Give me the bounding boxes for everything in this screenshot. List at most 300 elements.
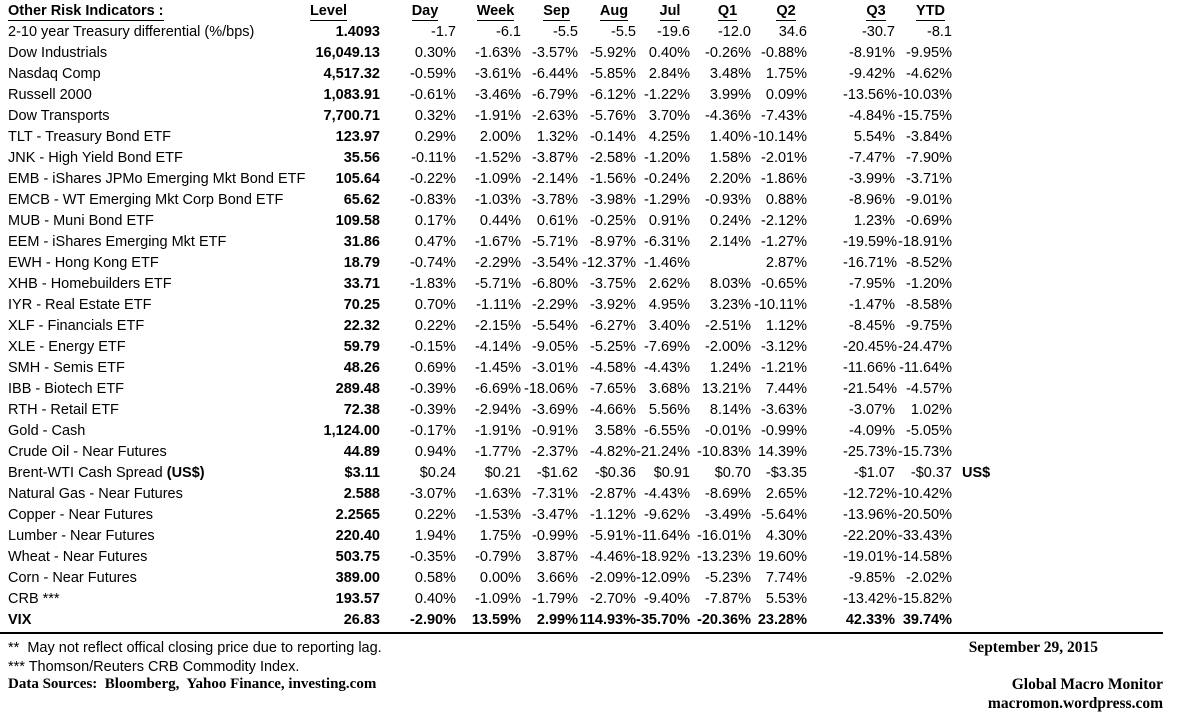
cell-week: -1.09% bbox=[475, 591, 521, 607]
cell-q2: 0.88% bbox=[765, 192, 807, 208]
cell-sep: -5.5 bbox=[553, 24, 578, 40]
cell-sep: -6.44% bbox=[532, 66, 578, 82]
cell-day: -0.39% bbox=[410, 402, 456, 418]
cell-aug: -3.75% bbox=[590, 276, 636, 292]
cell-sep: -1.79% bbox=[532, 591, 578, 607]
cell-jul: 3.68% bbox=[648, 381, 690, 397]
report-date: September 29, 2015 bbox=[968, 639, 1098, 656]
cell-ytd: -18.91% bbox=[897, 234, 952, 250]
cell-week: -6.69% bbox=[475, 381, 521, 397]
table-row bbox=[0, 484, 1020, 505]
cell-aug: -3.98% bbox=[590, 192, 636, 208]
cell-day: 0.40% bbox=[414, 591, 456, 607]
cell-sep: -3.54% bbox=[532, 255, 578, 271]
cell-level: 65.62 bbox=[343, 192, 380, 208]
cell-ytd: -$0.37 bbox=[910, 465, 952, 481]
gap-cell bbox=[807, 22, 843, 43]
cell-day: -1.83% bbox=[410, 276, 456, 292]
cell-q3: -19.59% bbox=[843, 234, 898, 250]
cell-q3: -9.85% bbox=[849, 570, 895, 586]
cell-currency-suffix bbox=[952, 442, 1020, 463]
cell-aug: -6.27% bbox=[590, 318, 636, 334]
table-row bbox=[0, 337, 1020, 358]
cell-currency-suffix bbox=[952, 127, 1020, 148]
cell-day: -0.15% bbox=[410, 339, 456, 355]
cell-q3: -3.07% bbox=[849, 402, 895, 418]
cell-ytd: -2.02% bbox=[906, 570, 952, 586]
cell-q1: 2.20% bbox=[709, 171, 751, 187]
row-label: VIX bbox=[8, 612, 32, 628]
cell-day: 0.32% bbox=[414, 108, 456, 124]
cell-q3: -1.47% bbox=[849, 297, 895, 313]
cell-jul: -6.55% bbox=[644, 423, 690, 439]
cell-q2: -1.27% bbox=[761, 234, 807, 250]
footnote-crb-index: *** Thomson/Reuters CRB Commodity Index. bbox=[8, 659, 300, 675]
risk-indicators-table bbox=[0, 1, 1020, 631]
col-header-week: Week bbox=[476, 3, 515, 19]
cell-q3: -7.95% bbox=[849, 276, 895, 292]
cell-week: -5.71% bbox=[475, 276, 521, 292]
cell-currency-suffix bbox=[952, 589, 1020, 610]
cell-level: 193.57 bbox=[335, 591, 380, 607]
table-row bbox=[0, 253, 1020, 274]
cell-sep: -7.31% bbox=[532, 486, 578, 502]
cell-week: -1.03% bbox=[475, 192, 521, 208]
cell-level: 123.97 bbox=[335, 129, 380, 145]
cell-q2: 14.39% bbox=[757, 444, 807, 460]
cell-week: -2.29% bbox=[475, 255, 521, 271]
cell-level: 72.38 bbox=[343, 402, 380, 418]
cell-currency-suffix bbox=[952, 568, 1020, 589]
cell-sep: 2.99% bbox=[536, 612, 578, 628]
cell-ytd: -15.75% bbox=[897, 108, 952, 124]
cell-ytd: -0.69% bbox=[906, 213, 952, 229]
row-label: 2-10 year Treasury differential (%/bps) bbox=[8, 24, 255, 40]
cell-ytd: -5.05% bbox=[906, 423, 952, 439]
cell-q1 bbox=[690, 253, 751, 274]
cell-q3: -3.99% bbox=[849, 171, 895, 187]
cell-jul: -1.22% bbox=[644, 87, 690, 103]
cell-sep: 0.61% bbox=[536, 213, 578, 229]
gap-cell bbox=[807, 43, 843, 64]
cell-currency-suffix bbox=[952, 211, 1020, 232]
cell-q2: 5.53% bbox=[765, 591, 807, 607]
table-row bbox=[0, 442, 1020, 463]
cell-day: 0.30% bbox=[414, 45, 456, 61]
cell-q3: -25.73% bbox=[843, 444, 898, 460]
cell-sep: -2.37% bbox=[532, 444, 578, 460]
cell-level: 4,517.32 bbox=[323, 66, 380, 82]
cell-day: -0.59% bbox=[410, 66, 456, 82]
cell-q3: -12.72% bbox=[843, 486, 898, 502]
gap-cell bbox=[807, 610, 843, 631]
cell-week: -0.79% bbox=[475, 549, 521, 565]
cell-sep: -3.47% bbox=[532, 507, 578, 523]
cell-currency-suffix bbox=[952, 190, 1020, 211]
cell-q3: -16.71% bbox=[843, 255, 898, 271]
cell-aug: -5.92% bbox=[590, 45, 636, 61]
cell-ytd: -8.58% bbox=[906, 297, 952, 313]
cell-aug: -2.58% bbox=[590, 150, 636, 166]
col-header-level: Level bbox=[309, 3, 348, 19]
cell-aug: -8.97% bbox=[590, 234, 636, 250]
table-row bbox=[0, 358, 1020, 379]
row-label: EMB - iShares JPMo Emerging Mkt Bond ETF bbox=[8, 171, 306, 187]
cell-aug: -1.12% bbox=[590, 507, 636, 523]
table-row bbox=[0, 64, 1020, 85]
table-row bbox=[0, 169, 1020, 190]
cell-level: 2.588 bbox=[343, 486, 380, 502]
row-label: Dow Transports bbox=[8, 108, 110, 124]
cell-ytd: -10.03% bbox=[897, 87, 952, 103]
table-row bbox=[0, 400, 1020, 421]
row-label: Gold - Cash bbox=[8, 423, 86, 439]
cell-currency-suffix: US$ bbox=[962, 465, 991, 481]
cell-q3: -11.66% bbox=[843, 360, 896, 376]
cell-jul: -35.70% bbox=[636, 612, 691, 628]
suffix-column-header bbox=[952, 1, 1020, 22]
cell-level: 105.64 bbox=[335, 171, 380, 187]
row-label: EWH - Hong Kong ETF bbox=[8, 255, 159, 271]
table-row bbox=[0, 547, 1020, 568]
cell-currency-suffix bbox=[952, 295, 1020, 316]
cell-level: 109.58 bbox=[335, 213, 380, 229]
cell-week: 2.00% bbox=[479, 129, 521, 145]
cell-q3: 5.54% bbox=[853, 129, 895, 145]
cell-week: -3.61% bbox=[475, 66, 521, 82]
cell-q2: 23.28% bbox=[757, 612, 807, 628]
cell-q1: -7.87% bbox=[705, 591, 751, 607]
cell-ytd: -33.43% bbox=[897, 528, 952, 544]
cell-sep: -3.57% bbox=[532, 45, 578, 61]
cell-ytd: -8.52% bbox=[906, 255, 952, 271]
row-label: Russell 2000 bbox=[8, 87, 92, 103]
cell-ytd: -24.47% bbox=[897, 339, 952, 355]
cell-currency-suffix bbox=[952, 169, 1020, 190]
cell-aug: -5.76% bbox=[590, 108, 636, 124]
row-label: EEM - iShares Emerging Mkt ETF bbox=[8, 234, 227, 250]
table-title: Other Risk Indicators : bbox=[8, 3, 164, 19]
cell-sep: -3.01% bbox=[532, 360, 578, 376]
row-label: Wheat - Near Futures bbox=[8, 549, 148, 565]
cell-sep: -3.87% bbox=[532, 150, 578, 166]
table-row bbox=[0, 526, 1020, 547]
cell-currency-suffix bbox=[952, 505, 1020, 526]
row-label: Dow Industrials bbox=[8, 45, 108, 61]
cell-ytd: -4.57% bbox=[906, 381, 952, 397]
cell-q1: $0.70 bbox=[714, 465, 751, 481]
cell-jul: -0.24% bbox=[644, 171, 690, 187]
cell-q2: -5.64% bbox=[761, 507, 807, 523]
cell-ytd: -3.84% bbox=[906, 129, 952, 145]
col-header-jul: Jul bbox=[659, 3, 681, 19]
cell-aug: -1.56% bbox=[590, 171, 636, 187]
cell-jul: -9.62% bbox=[644, 507, 690, 523]
cell-day: -0.11% bbox=[411, 150, 456, 166]
cell-currency-suffix bbox=[952, 43, 1020, 64]
cell-level: 44.89 bbox=[343, 444, 380, 460]
cell-level: 503.75 bbox=[335, 549, 380, 565]
cell-currency-suffix bbox=[952, 610, 1020, 631]
cell-jul: -19.6 bbox=[656, 24, 690, 40]
cell-ytd: -20.50% bbox=[897, 507, 952, 523]
cell-day: -0.83% bbox=[410, 192, 456, 208]
cell-level: 31.86 bbox=[343, 234, 380, 250]
cell-q3: 1.23% bbox=[853, 213, 895, 229]
table-row bbox=[0, 463, 1020, 484]
table-row bbox=[0, 232, 1020, 253]
cell-q2: -10.14% bbox=[752, 129, 807, 145]
row-label: EMCB - WT Emerging Mkt Corp Bond ETF bbox=[8, 192, 284, 208]
cell-currency-suffix bbox=[952, 358, 1020, 379]
cell-q1: -8.69% bbox=[705, 486, 751, 502]
cell-q3: -8.45% bbox=[849, 318, 895, 334]
gap-column-header bbox=[807, 1, 843, 22]
col-header-q2: Q2 bbox=[776, 3, 796, 19]
table-row bbox=[0, 316, 1020, 337]
cell-jul: 4.95% bbox=[648, 297, 690, 313]
cell-sep: -18.06% bbox=[523, 381, 578, 397]
cell-q1: -20.36% bbox=[696, 612, 751, 628]
cell-q1: -5.23% bbox=[705, 570, 751, 586]
cell-currency-suffix bbox=[952, 85, 1020, 106]
cell-week: -1.91% bbox=[475, 423, 521, 439]
cell-aug: -4.66% bbox=[590, 402, 636, 418]
cell-aug: 3.58% bbox=[594, 423, 636, 439]
cell-day: 0.47% bbox=[414, 234, 456, 250]
cell-q3: -13.56% bbox=[843, 87, 898, 103]
cell-day: -0.74% bbox=[410, 255, 456, 271]
cell-ytd: -9.01% bbox=[906, 192, 952, 208]
cell-day: -0.61% bbox=[410, 87, 456, 103]
cell-sep: -6.79% bbox=[532, 87, 578, 103]
cell-level: 7,700.71 bbox=[323, 108, 380, 124]
cell-currency-suffix bbox=[952, 400, 1020, 421]
cell-ytd: -9.75% bbox=[906, 318, 952, 334]
cell-ytd: -9.95% bbox=[906, 45, 952, 61]
cell-ytd: -14.58% bbox=[897, 549, 952, 565]
cell-level: 289.48 bbox=[335, 381, 380, 397]
cell-currency-suffix bbox=[952, 22, 1020, 43]
cell-q1: 3.48% bbox=[709, 66, 751, 82]
cell-level: 389.00 bbox=[335, 570, 380, 586]
row-label: IBB - Biotech ETF bbox=[8, 381, 125, 397]
cell-level: 220.40 bbox=[335, 528, 380, 544]
cell-q3: -7.47% bbox=[849, 150, 895, 166]
table-row bbox=[0, 85, 1020, 106]
cell-q3: -13.42% bbox=[843, 591, 898, 607]
gap-cell bbox=[807, 337, 843, 358]
cell-q2: -1.86% bbox=[761, 171, 807, 187]
cell-day: -3.07% bbox=[410, 486, 456, 502]
row-label: Copper - Near Futures bbox=[8, 507, 154, 523]
cell-aug: -5.25% bbox=[590, 339, 636, 355]
gap-cell bbox=[807, 274, 843, 295]
cell-jul: $0.91 bbox=[653, 465, 690, 481]
col-header-ytd: YTD bbox=[916, 3, 945, 19]
cell-day: 0.70% bbox=[414, 297, 456, 313]
cell-aug: -4.46% bbox=[590, 549, 636, 565]
cell-q2: -3.12% bbox=[761, 339, 807, 355]
cell-level: 18.79 bbox=[343, 255, 380, 271]
cell-q1: 3.23% bbox=[709, 297, 751, 313]
cell-sep: -9.05% bbox=[532, 339, 578, 355]
cell-currency-suffix bbox=[952, 64, 1020, 85]
cell-day: 0.94% bbox=[414, 444, 456, 460]
table-row bbox=[0, 295, 1020, 316]
cell-jul: -4.43% bbox=[644, 486, 690, 502]
row-label: RTH - Retail ETF bbox=[8, 402, 119, 418]
cell-q3: -$1.07 bbox=[853, 465, 895, 481]
cell-ytd: -1.20% bbox=[906, 276, 952, 292]
cell-day: 0.58% bbox=[414, 570, 456, 586]
cell-aug: -2.09% bbox=[590, 570, 636, 586]
cell-q1: 13.21% bbox=[701, 381, 751, 397]
brand-url: macromon.wordpress.com bbox=[987, 695, 1163, 712]
cell-sep: -3.78% bbox=[532, 192, 578, 208]
cell-week: -1.11% bbox=[476, 297, 521, 313]
cell-jul: 2.62% bbox=[648, 276, 690, 292]
gap-cell bbox=[807, 589, 843, 610]
cell-level: 1.4093 bbox=[335, 24, 380, 40]
row-label: XLF - Financials ETF bbox=[8, 318, 145, 334]
gap-cell bbox=[807, 505, 843, 526]
cell-q2: 4.30% bbox=[765, 528, 807, 544]
cell-q1: -0.93% bbox=[705, 192, 751, 208]
cell-level: 2.2565 bbox=[335, 507, 380, 523]
cell-jul: 5.56% bbox=[648, 402, 690, 418]
table-row bbox=[0, 43, 1020, 64]
cell-week: -2.94% bbox=[475, 402, 521, 418]
cell-week: -1.52% bbox=[475, 150, 521, 166]
cell-q1: -2.00% bbox=[705, 339, 751, 355]
gap-cell bbox=[807, 253, 843, 274]
cell-q3: -21.54% bbox=[843, 381, 898, 397]
gap-cell bbox=[807, 106, 843, 127]
cell-week: -1.63% bbox=[475, 45, 521, 61]
gap-cell bbox=[807, 127, 843, 148]
cell-jul: -1.46% bbox=[644, 255, 690, 271]
cell-q1: 1.40% bbox=[709, 129, 751, 145]
cell-q1: -0.01% bbox=[705, 423, 751, 439]
cell-aug: -0.14% bbox=[590, 129, 636, 145]
cell-aug: -5.5 bbox=[611, 24, 636, 40]
table-bottom-rule bbox=[0, 632, 1163, 634]
header-row bbox=[0, 1, 1020, 22]
cell-day: $0.24 bbox=[419, 465, 456, 481]
cell-jul: 2.84% bbox=[648, 66, 690, 82]
table-row bbox=[0, 127, 1020, 148]
cell-week: 0.00% bbox=[479, 570, 521, 586]
gap-cell bbox=[807, 190, 843, 211]
cell-aug: -6.12% bbox=[590, 87, 636, 103]
cell-day: -0.35% bbox=[410, 549, 456, 565]
gap-cell bbox=[807, 211, 843, 232]
cell-q3: -4.09% bbox=[849, 423, 895, 439]
cell-sep: -$1.62 bbox=[536, 465, 578, 481]
table-row bbox=[0, 610, 1020, 631]
cell-aug: -4.82% bbox=[590, 444, 636, 460]
cell-aug: -0.25% bbox=[590, 213, 636, 229]
cell-q1: -16.01% bbox=[696, 528, 751, 544]
cell-q1: 1.24% bbox=[709, 360, 751, 376]
cell-day: -0.17% bbox=[410, 423, 456, 439]
row-label: Natural Gas - Near Futures bbox=[8, 486, 183, 502]
col-header-q3: Q3 bbox=[866, 3, 886, 19]
cell-q3: -4.84% bbox=[849, 108, 895, 124]
row-label: JNK - High Yield Bond ETF bbox=[8, 150, 183, 166]
table-row bbox=[0, 22, 1020, 43]
data-sources-line: Data Sources: Bloomberg, Yahoo Finance, investing.com bbox=[8, 676, 377, 692]
col-header-sep: Sep bbox=[543, 3, 570, 19]
cell-day: 1.94% bbox=[414, 528, 456, 544]
cell-sep: 1.32% bbox=[536, 129, 578, 145]
table-row bbox=[0, 568, 1020, 589]
cell-currency-suffix bbox=[952, 526, 1020, 547]
cell-week: -1.53% bbox=[475, 507, 521, 523]
cell-q1: 2.14% bbox=[709, 234, 751, 250]
cell-jul: -18.92% bbox=[636, 549, 691, 565]
cell-day: -0.39% bbox=[410, 381, 456, 397]
footnote-reporting-lag: ** May not reflect offical closing price due to reporting lag. bbox=[8, 640, 382, 656]
cell-day: 0.69% bbox=[414, 360, 456, 376]
table-body bbox=[0, 22, 1020, 631]
cell-week: -1.77% bbox=[475, 444, 521, 460]
cell-level: 16,049.13 bbox=[315, 45, 380, 61]
cell-sep: -2.63% bbox=[532, 108, 578, 124]
cell-aug: -5.91% bbox=[590, 528, 636, 544]
gap-cell bbox=[807, 169, 843, 190]
cell-aug: -2.70% bbox=[590, 591, 636, 607]
cell-aug: -12.37% bbox=[581, 255, 636, 271]
gap-cell bbox=[807, 232, 843, 253]
cell-sep: -3.69% bbox=[532, 402, 578, 418]
cell-ytd: -7.90% bbox=[906, 150, 952, 166]
cell-sep: 3.87% bbox=[536, 549, 578, 565]
cell-sep: -2.14% bbox=[532, 171, 578, 187]
cell-jul: 3.40% bbox=[648, 318, 690, 334]
cell-level: 70.25 bbox=[343, 297, 380, 313]
cell-day: 0.22% bbox=[414, 507, 456, 523]
gap-cell bbox=[807, 148, 843, 169]
cell-level: 35.56 bbox=[343, 150, 380, 166]
row-label: SMH - Semis ETF bbox=[8, 360, 125, 376]
cell-q1: 1.58% bbox=[709, 150, 751, 166]
cell-q2: 0.09% bbox=[765, 87, 807, 103]
cell-q1: 8.03% bbox=[709, 276, 751, 292]
cell-ytd: 39.74% bbox=[902, 612, 952, 628]
row-label: Nasdaq Comp bbox=[8, 66, 101, 82]
cell-ytd: -3.71% bbox=[906, 171, 952, 187]
table-row bbox=[0, 211, 1020, 232]
cell-sep: 3.66% bbox=[536, 570, 578, 586]
cell-day: -0.22% bbox=[410, 171, 456, 187]
cell-week: -1.45% bbox=[475, 360, 521, 376]
cell-week: 13.59% bbox=[471, 612, 521, 628]
gap-cell bbox=[807, 64, 843, 85]
cell-ytd: -15.82% bbox=[897, 591, 952, 607]
cell-level: 22.32 bbox=[343, 318, 380, 334]
cell-currency-suffix bbox=[952, 547, 1020, 568]
row-label: Crude Oil - Near Futures bbox=[8, 444, 167, 460]
gap-cell bbox=[807, 421, 843, 442]
table-row bbox=[0, 274, 1020, 295]
cell-currency-suffix bbox=[952, 274, 1020, 295]
cell-currency-suffix bbox=[952, 253, 1020, 274]
cell-jul: -1.20% bbox=[644, 150, 690, 166]
cell-week: 0.44% bbox=[479, 213, 521, 229]
cell-ytd: -10.42% bbox=[897, 486, 952, 502]
